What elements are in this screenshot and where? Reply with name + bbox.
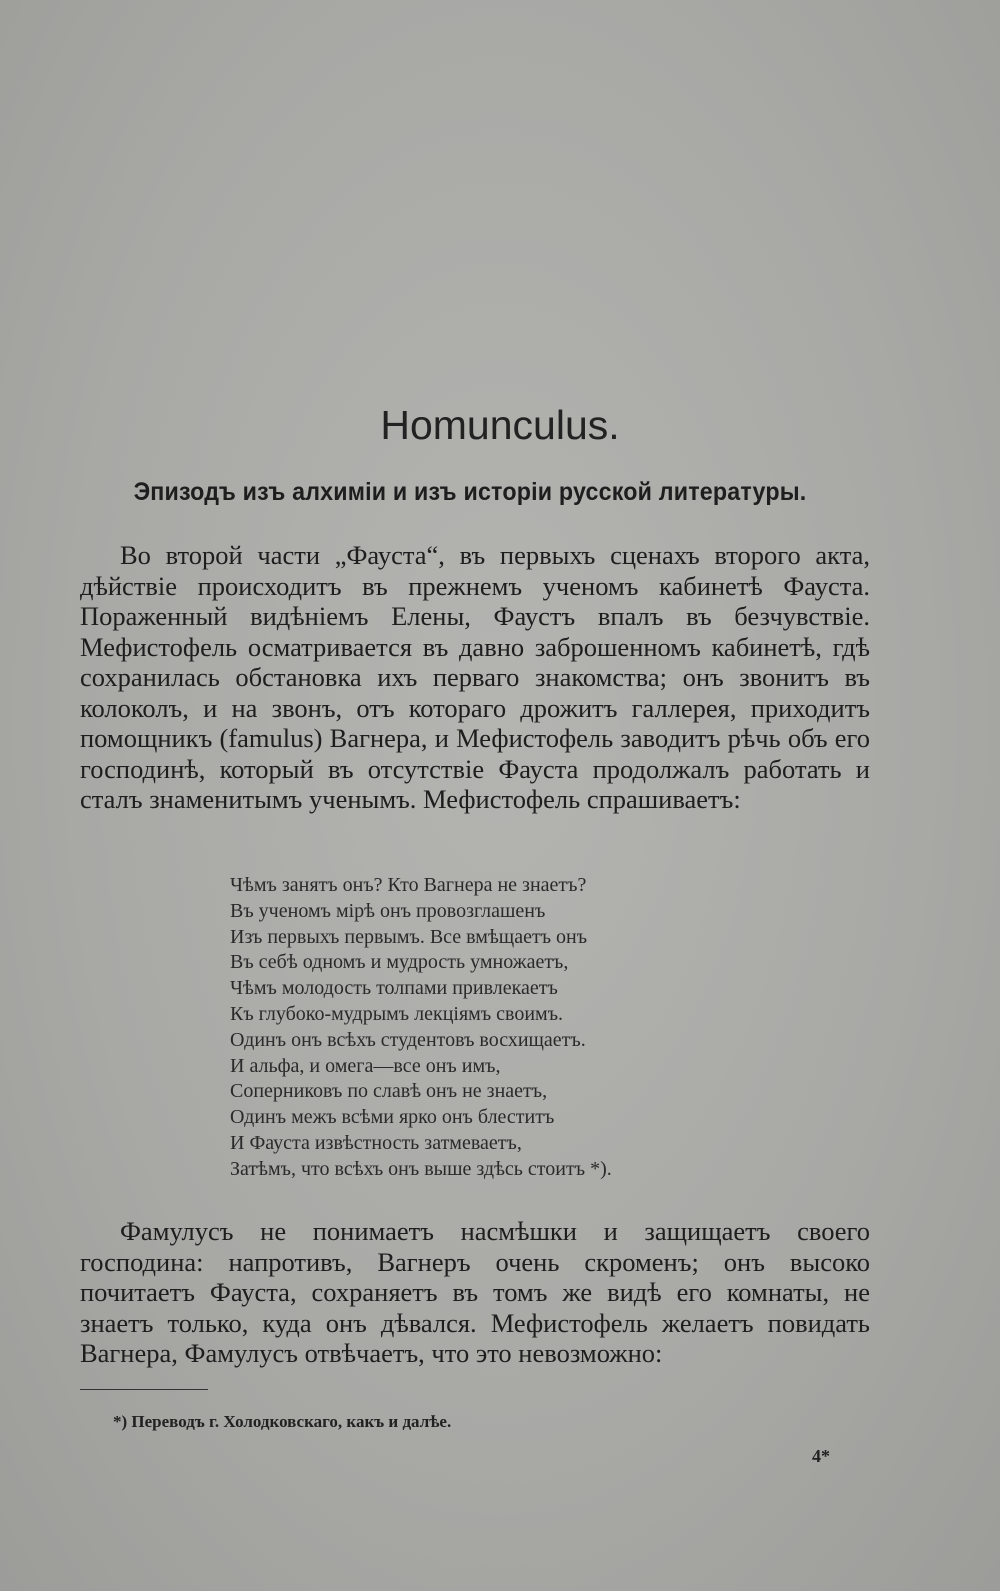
paragraph-famulus [80, 1216, 870, 1369]
verse-line: Къ глубоко-мудрымъ лекцiямъ своимъ. [230, 1002, 564, 1025]
verse-line: Соперниковъ по славѣ онъ не знаетъ, [230, 1080, 548, 1103]
verse-line: Въ себѣ одномъ и мудрость умножаетъ, [230, 951, 569, 974]
verse-line: Изъ первыхъ первымъ. Все вмѣщаетъ онъ [230, 925, 588, 948]
verse-line: Чѣмъ молодость толпами привлекаетъ [230, 977, 558, 1000]
paragraph-text: Во второй части „Фауста“, въ первыхъ сценахъ второго акта, дѣйствiе происходитъ въ прежнемъ ученомъ кабинетѣ Фауста. Пораженный видѣнiемъ Елены, Фаустъ впалъ въ безчувствiе. Мефистофель осматривается въ давно заброшенномъ кабинетѣ, гдѣ сохранилась обстановка ихъ перваго знакомства; онъ звонитъ въ колоколъ, и на звонъ, отъ котораго дрожитъ галлерея, приходитъ помощникъ (famulus) Вагнера, и Мефистофель заводитъ рѣчь объ его господинѣ, который въ отсутствiе Фауста продолжалъ работать и сталъ знаменитымъ ученымъ. Мефистофель спрашиваетъ: [80, 540, 870, 814]
verse-line: Въ ученомъ мiрѣ онъ провозглашенъ [230, 899, 546, 922]
verse-quote [230, 873, 790, 1183]
verse-line: Одинъ онъ всѣхъ студентовъ восхищаетъ. [230, 1028, 586, 1051]
paragraph-text: Фамулусъ не понимаетъ насмѣшки и защищаетъ своего господина: напротивъ, Вагнеръ очень скроменъ; онъ высоко почитаетъ Фауста, сохраняетъ въ томъ же видѣ его комнаты, не знаетъ только, куда онъ дѣвался. Мефистофель желаетъ повидать Вагнера, Фамулусъ отвѣчаетъ, что это невозможно: [80, 1216, 870, 1368]
page-subtitle: Эпизодъ изъ алхимiи и изъ исторiи русской литературы. [133, 478, 807, 506]
footnote-rule [80, 1389, 208, 1390]
verse-line: И альфа, и омега—все онъ имъ, [230, 1054, 501, 1077]
verse-line: И Фауста извѣстность затмеваетъ, [230, 1131, 522, 1154]
signature-mark: 4* [812, 1446, 830, 1466]
footnote: *) Переводъ г. Холодковскаго, какъ и далѣе. [113, 1412, 452, 1431]
verse-line: Чѣмъ занятъ онъ? Кто Вагнера не знаетъ? [230, 874, 587, 896]
page-title: Homunculus. [380, 402, 620, 448]
verse-line: Одинъ межъ всѣми ярко онъ блеститъ [230, 1106, 555, 1129]
verse-line: Затѣмъ, что всѣхъ онъ выше здѣсь стоитъ *). [230, 1157, 612, 1180]
paragraph-intro [80, 540, 870, 815]
